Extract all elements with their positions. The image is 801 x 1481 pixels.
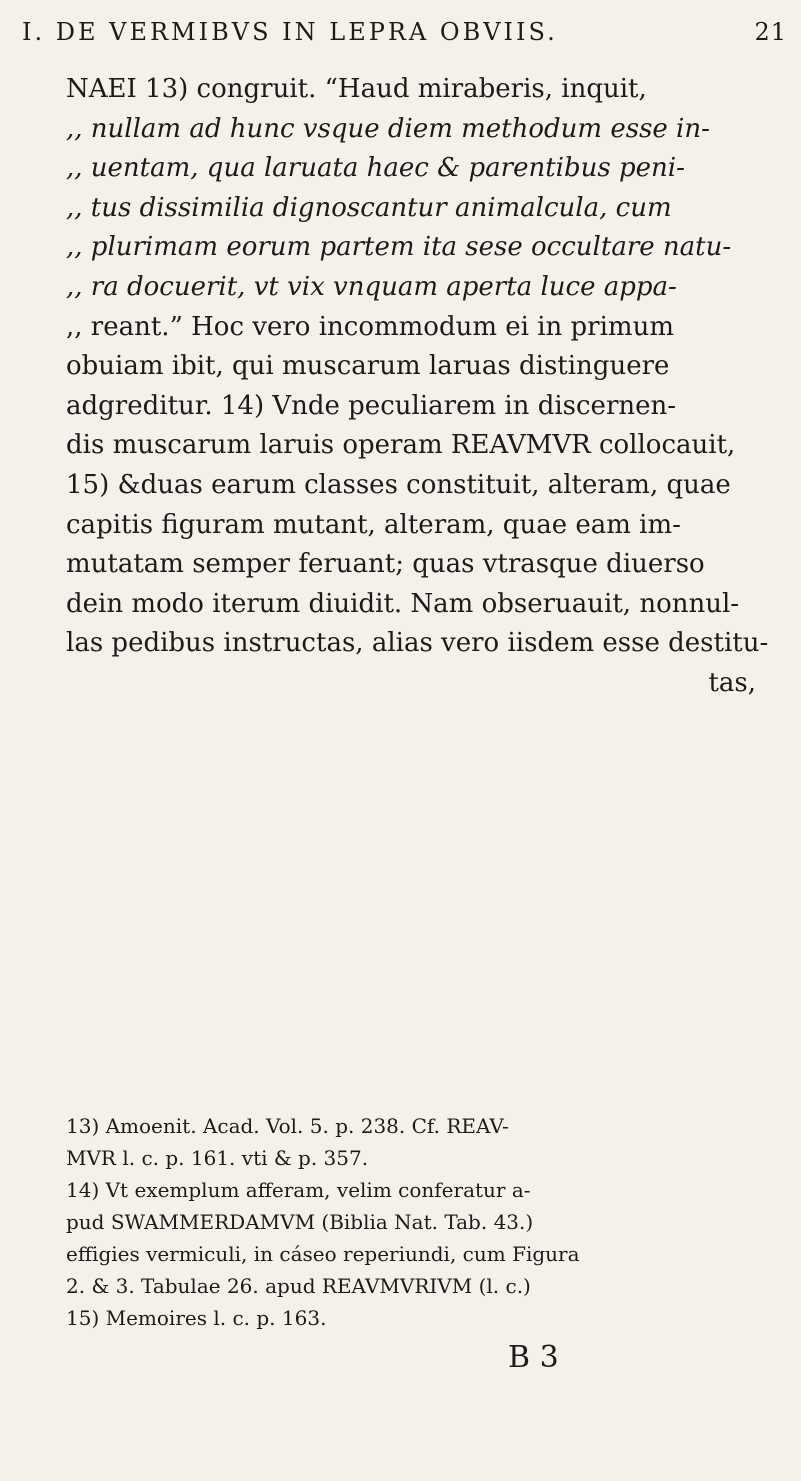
text-line: ,, reant.” Hoc vero incommodum ei in primum — [66, 311, 674, 342]
footnotes — [66, 1110, 756, 1334]
footnote-line: effigies vermiculi, in cáseo reperiundi, cum Figura — [66, 1242, 580, 1266]
text-line: tas, — [708, 667, 756, 698]
running-header — [22, 14, 787, 58]
text-line: ,, uentam, qua laruata haec & parentibus peni- — [66, 153, 685, 184]
text-line: ,, tus dissimilia dignoscantur animalcula, cum — [66, 192, 672, 223]
footnote-line: 14) Vt exemplum afferam, velim conferatur a- — [66, 1178, 531, 1202]
text-line: adgreditur. 14) Vnde peculiarem in discernen- — [66, 390, 677, 421]
footnote-line: pud SWAMMERDAMVM (Biblia Nat. Tab. 43.) — [66, 1210, 534, 1234]
main-text — [66, 70, 769, 704]
footnote-line: 2. & 3. Tabulae 26. apud REAVMVRIVM (l. c.) — [66, 1274, 531, 1298]
text-line: obuiam ibit, qui muscarum laruas distinguere — [66, 351, 670, 382]
footnote-line: 13) Amoenit. Acad. Vol. 5. p. 238. Cf. REAV- — [66, 1114, 509, 1138]
footnote-line: 15) Memoires l. c. p. 163. — [66, 1306, 327, 1330]
text-line: 15) &duas earum classes constituit, alteram, quae — [66, 469, 731, 500]
header-title: I. DE VERMIBVS IN LEPRA OBVIIS. — [22, 18, 558, 46]
page-number: 21 — [754, 18, 787, 46]
signature-mark: B 3 — [508, 1340, 559, 1375]
text-line: las pedibus instructas, alias vero iisdem esse destitu- — [66, 628, 769, 659]
text-line: ,, ra docuerit, vt vix vnquam aperta luce appa- — [66, 271, 677, 302]
text-line: ,, nullam ad hunc vsque diem methodum esse in- — [66, 113, 710, 144]
text-line: dis muscarum laruis operam REAVMVR collocauit, — [66, 430, 736, 461]
text-line: ,, plurimam eorum partem ita sese occultare natu- — [66, 232, 732, 263]
text-line: NAEI 13) congruit. “Haud miraberis, inquit, — [66, 74, 647, 104]
text-line: capitis figuram mutant, alteram, quae eam im- — [66, 509, 681, 540]
footnote-line: MVR l. c. p. 161. vti & p. 357. — [66, 1146, 369, 1170]
text-line: mutatam semper feruant; quas vtrasque diuerso — [66, 549, 705, 580]
text-line: dein modo iterum diuidit. Nam obseruauit, nonnul- — [66, 588, 740, 619]
